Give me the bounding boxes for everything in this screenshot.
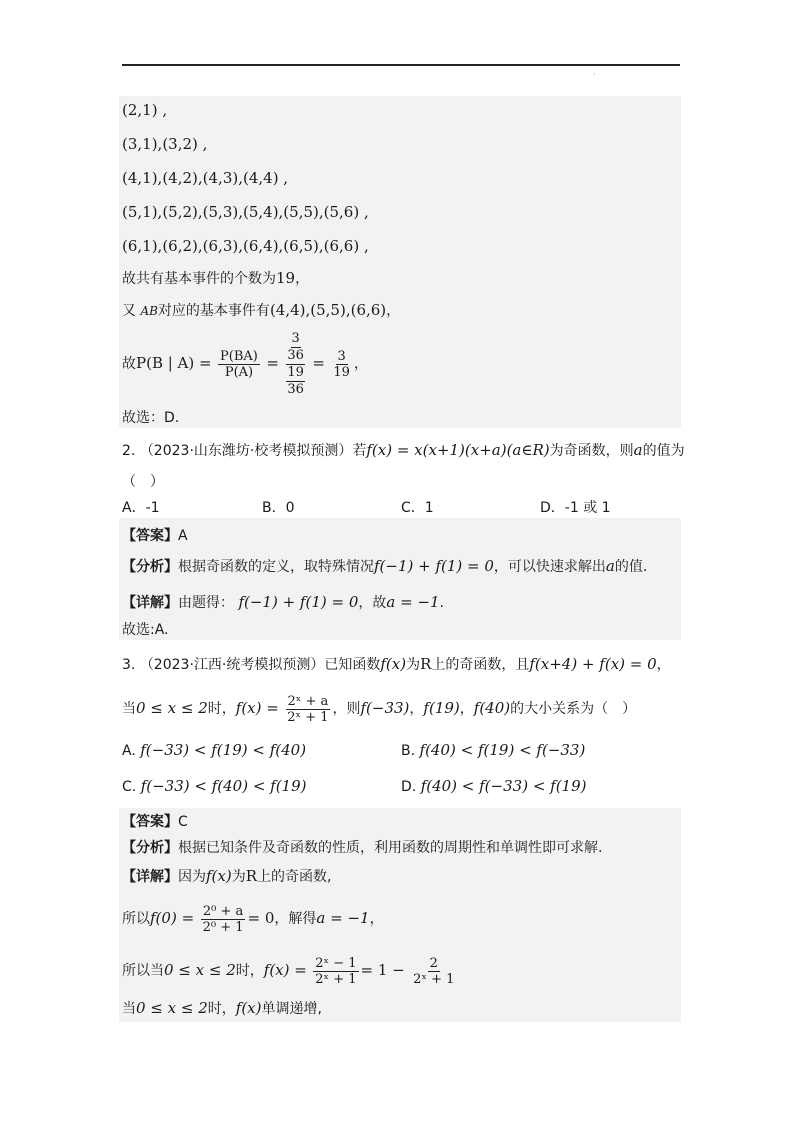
- q3-s2-a: 所以当: [122, 963, 164, 979]
- q2-analysis-c: 的值.: [614, 559, 648, 575]
- q2-detail-a: 由题得：: [178, 595, 234, 611]
- q3-range: 0 ≤ x ≤ 2: [136, 699, 208, 717]
- q3-stem: [122, 654, 671, 675]
- q3-step2: [122, 950, 458, 990]
- q3-s2-num2: 2: [429, 955, 438, 971]
- q3-option-b[interactable]: [401, 740, 585, 761]
- prob-den: P(A): [224, 364, 254, 380]
- q3-detail-label: 【详解】: [122, 869, 178, 885]
- q3-s1-a: 所以: [122, 911, 150, 927]
- q3-option-a[interactable]: [122, 740, 306, 761]
- q3-detail-c: 上的奇函数,: [257, 869, 332, 885]
- prob-result-num: 3: [337, 348, 346, 364]
- q3-s1-num: 2⁰ + a: [202, 903, 244, 919]
- q3-s1-c: ，: [369, 911, 384, 927]
- q2-number: 2.: [122, 443, 136, 459]
- q3-s2-range: 0 ≤ x ≤ 2: [164, 961, 236, 979]
- prob-lhs: P(B | A) =: [136, 354, 212, 372]
- q2-source: （2023·山东潍坊·校考模拟预测）若: [139, 443, 367, 459]
- q2-detail-b: ，故: [358, 595, 387, 611]
- q3-s3-range: 0 ≤ x ≤ 2: [136, 999, 208, 1017]
- q3-s2-frac: [313, 956, 358, 987]
- q2-answer-value: A: [178, 528, 188, 544]
- q3-s3-fx: f(x): [235, 999, 262, 1017]
- q3-cond: f(x+4) + f(x) = 0: [529, 655, 657, 673]
- ab-mid: 对应的基本事件有: [157, 303, 270, 319]
- q3-s2-num: 2ˣ − 1: [315, 955, 357, 971]
- q3-answer-label: 【答案】: [122, 814, 178, 830]
- q3-option-c-expr: f(−33) < f(40) < f(19): [140, 777, 307, 795]
- q2-var: a: [633, 441, 643, 459]
- q2-answer-label: 【答案】: [122, 528, 178, 544]
- q2-detail-expr: f(−1) + f(1) = 0: [238, 593, 359, 611]
- q3-detail-b: 为: [231, 869, 246, 885]
- q3-s1-frac: [201, 904, 246, 935]
- q3-s2-eq: = 1 −: [360, 961, 405, 979]
- q3-v2: f(19): [423, 699, 460, 717]
- q3-mid: 为: [406, 657, 421, 673]
- q2-analysis-var: a: [605, 557, 615, 575]
- q3-source: （2023·江西·统考模拟预测）已知函数: [139, 657, 381, 673]
- q3-f-num: 2ˣ + a: [287, 693, 329, 709]
- q3-sep2: ，: [459, 701, 474, 717]
- event-row-4: (5,1),(5,2),(5,3),(5,4),(5,5),(5,6) ,: [122, 203, 369, 221]
- header-dot: ·: [593, 70, 596, 79]
- q3-s2-b: 时，: [235, 963, 264, 979]
- q3-option-a-expr: f(−33) < f(19) < f(40): [140, 741, 307, 759]
- q3-option-d[interactable]: [401, 776, 587, 797]
- q3-answer-value: C: [178, 814, 188, 830]
- count-suffix: ，: [295, 271, 310, 287]
- q2-stem: [122, 440, 685, 461]
- q3-number: 3.: [122, 657, 136, 673]
- prob-eq2: =: [312, 354, 325, 372]
- solution-shade-2: [119, 518, 681, 640]
- ab-prefix: 又: [122, 303, 136, 319]
- q3-v1: f(−33): [360, 699, 410, 717]
- prob-bot-num: 19: [287, 364, 304, 380]
- q3-s3-b: 时，: [207, 1001, 236, 1017]
- q2-analysis-expr: f(−1) + f(1) = 0: [374, 557, 494, 575]
- q3-s2-den: 2ˣ + 1: [315, 971, 357, 987]
- prob-frac: [218, 349, 260, 380]
- q2-analysis: [122, 556, 647, 577]
- q3-line2: [122, 688, 636, 728]
- q3-answer: [122, 812, 188, 832]
- q3-mid2: 上的奇函数，且: [431, 657, 530, 673]
- q2-option-a[interactable]: A．-1: [122, 500, 160, 516]
- ab-events-line: [122, 300, 400, 321]
- q2-tail2: 的值为: [642, 443, 685, 459]
- q3-s3-a: 当: [122, 1001, 136, 1017]
- q2-detail: [122, 592, 444, 613]
- prob-top-den: 36: [287, 347, 304, 363]
- q3-s2-frac2: [411, 956, 456, 987]
- q3-analysis-label: 【分析】: [122, 840, 178, 856]
- prob-result-den: 19: [333, 364, 350, 380]
- probability-line: [122, 330, 368, 396]
- q3-step1: [122, 898, 384, 938]
- q3-option-a-label: A.: [122, 743, 136, 759]
- prob-result-frac: [331, 349, 352, 380]
- q2-analysis-a: 根据奇函数的定义，取特殊情况: [178, 559, 374, 575]
- q2-answer: [122, 526, 188, 546]
- event-row-1: (2,1) ,: [122, 101, 168, 119]
- q3-line2-a: 当: [122, 701, 136, 717]
- q2-expr: f(x) = x(x+1)(x+a)(a∈R): [366, 441, 550, 459]
- q3-sep1: ，: [409, 701, 424, 717]
- q3-f-lhs: f(x) =: [235, 699, 279, 717]
- q3-option-c-label: C.: [122, 779, 137, 795]
- q3-detail-a: 因为: [178, 869, 206, 885]
- q2-detail-label: 【详解】: [122, 595, 178, 611]
- q3-step3: [122, 998, 322, 1019]
- q3-option-b-expr: f(40) < f(19) < f(−33): [419, 741, 586, 759]
- q3-f-den: 2ˣ + 1: [287, 709, 329, 725]
- q2-paren: （ ）: [122, 474, 164, 490]
- header-rule: [122, 64, 680, 66]
- ab-events: (4,4),(5,5),(6,6): [269, 301, 387, 319]
- q3-line2-d: 的大小关系为（ ）: [510, 701, 637, 717]
- prob-end: ，: [353, 356, 368, 372]
- q3-end: ，: [656, 657, 671, 673]
- prob-num: P(BA): [220, 348, 258, 364]
- q3-option-c[interactable]: [122, 776, 307, 797]
- q3-option-d-label: D.: [401, 779, 417, 795]
- event-row-2: (3,1),(3,2) ,: [122, 135, 208, 153]
- q3-line2-c: ，则: [332, 701, 361, 717]
- prob-compound-frac: [286, 331, 305, 398]
- q3-v3: f(40): [473, 699, 511, 717]
- q2-detail-c: .: [439, 595, 444, 611]
- q3-s1-b: ，解得: [274, 911, 317, 927]
- q2-option-c[interactable]: C．1: [401, 500, 434, 516]
- event-count-line: [122, 268, 309, 289]
- top-choice: 故选：D.: [122, 410, 180, 426]
- count-prefix: 故共有基本事件的个数为: [122, 271, 276, 287]
- q3-s1-den: 2⁰ + 1: [202, 919, 244, 935]
- prob-eq: =: [266, 354, 279, 372]
- q3-detail: [122, 866, 331, 887]
- q3-analysis-text: 根据已知条件及奇函数的性质，利用函数的周期性和单调性即可求解.: [178, 840, 603, 856]
- q2-choice: 故选:A.: [122, 622, 169, 638]
- q3-line2-b: 时，: [207, 701, 236, 717]
- prob-bot-den: 36: [287, 381, 304, 397]
- q3-s2-lhs: f(x) =: [263, 961, 307, 979]
- q2-option-b[interactable]: B．0: [262, 500, 295, 516]
- q2-analysis-label: 【分析】: [122, 559, 178, 575]
- q3-analysis: [122, 838, 602, 858]
- count-value: 19: [276, 269, 296, 287]
- q3-s2-den2: 2ˣ + 1: [413, 971, 455, 987]
- q3-s1-eq: = 0: [247, 909, 275, 927]
- q3-fx: f(x): [380, 655, 407, 673]
- event-row-3: (4,1),(4,2),(4,3),(4,4) ,: [122, 169, 289, 187]
- q3-s3-c: 单调递增,: [261, 1001, 322, 1017]
- q3-detail-R: R: [245, 867, 258, 885]
- q2-detail-expr2: a = −1: [386, 593, 440, 611]
- prob-prefix: 故: [122, 356, 136, 372]
- q3-s1-lhs: f(0) =: [150, 909, 195, 927]
- q3-f-frac: [285, 694, 330, 725]
- event-row-5: (6,1),(6,2),(6,3),(6,4),(6,5),(6,6) ,: [122, 237, 369, 255]
- prob-top-num: 3: [291, 330, 300, 346]
- q3-option-d-expr: f(40) < f(−33) < f(19): [420, 777, 587, 795]
- q3-R: R: [420, 655, 432, 673]
- q3-detail-fx: f(x): [206, 867, 232, 885]
- q3-s1-res: a = −1: [316, 909, 370, 927]
- q2-option-d[interactable]: D．-1 或 1: [540, 500, 611, 516]
- ab-suffix: ，: [386, 303, 401, 319]
- ab-var: AB: [140, 304, 158, 318]
- q2-analysis-b: ，可以快速求解出: [493, 559, 606, 575]
- q2-tail: 为奇函数，则: [549, 443, 634, 459]
- q3-option-b-label: B.: [401, 743, 416, 759]
